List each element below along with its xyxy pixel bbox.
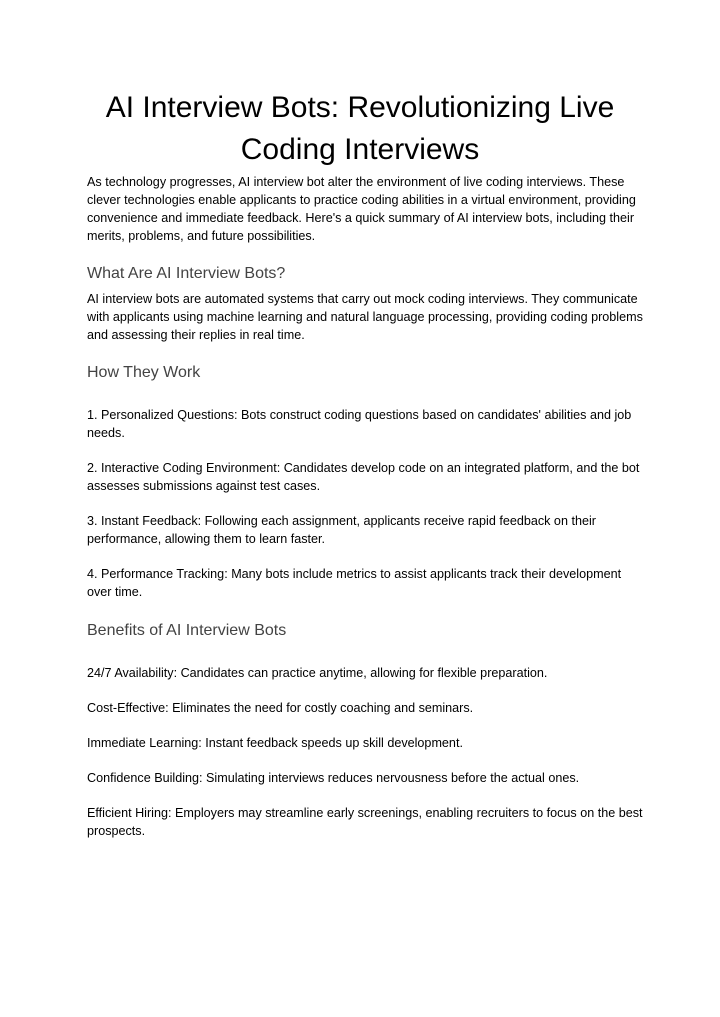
how-item-3: 3. Instant Feedback: Following each assignment, applicants receive rapid feedback on their performance, allowing them to learn faster. — [87, 514, 596, 546]
benefit-item-3: Immediate Learning: Instant feedback speeds up skill development. — [87, 736, 463, 750]
benefit-item-2: Cost-Effective: Eliminates the need for costly coaching and seminars. — [87, 701, 474, 715]
heading-what-are-ai-interview-bots: What Are AI Interview Bots? — [87, 265, 286, 282]
how-item-4: 4. Performance Tracking: Many bots include metrics to assist applicants track their development over time. — [87, 567, 622, 599]
heading-benefits: Benefits of AI Interview Bots — [87, 622, 287, 639]
how-item-1: 1. Personalized Questions: Bots construct coding questions based on candidates' abilities and job needs. — [87, 408, 632, 440]
document-title: AI Interview Bots: Revolutionizing Live Coding Interviews — [105, 91, 615, 166]
benefit-item-5: Efficient Hiring: Employers may streamline early screenings, enabling recruiters to focus on the best prospects. — [87, 806, 643, 838]
intro-paragraph: As technology progresses, AI interview bot alter the environment of live coding interviews. These clever technologies enable applicants to practice coding abilities in a virtual environment, providing convenience and immediate feedback. Here's a quick summary of AI interview bots, including their merits, problems, and future possibilities. — [87, 175, 636, 243]
benefit-item-4: Confidence Building: Simulating interviews reduces nervousness before the actual ones. — [87, 771, 580, 785]
heading-how-they-work: How They Work — [87, 364, 201, 381]
how-item-2: 2. Interactive Coding Environment: Candidates develop code on an integrated platform, and the bot assesses submissions against test cases. — [87, 461, 640, 493]
what-are-paragraph: AI interview bots are automated systems that carry out mock coding interviews. They communicate with applicants using machine learning and natural language processing, providing coding problems and assessing their replies in real time. — [87, 292, 643, 342]
benefit-item-1: 24/7 Availability: Candidates can practice anytime, allowing for flexible preparation. — [87, 666, 548, 680]
